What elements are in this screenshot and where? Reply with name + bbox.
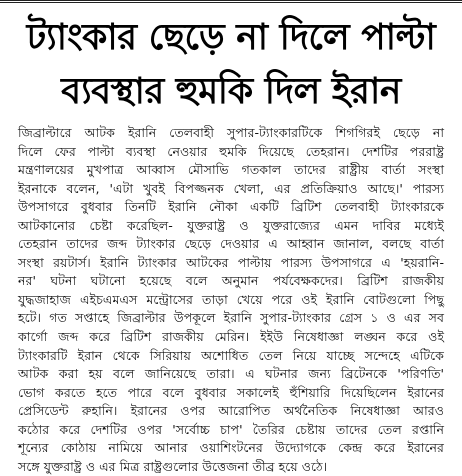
article-line: প্রেসিডেন্ট রুহানি। ইরানের ওপর আরোপিত অর্থনৈতিক নিষেধাজ্ঞা আরও — [18, 403, 444, 419]
article-line: উপসাগরে বুধবার তিনটি ইরানি নৌকা একটি ব্রিটিশ তেলবাহী ট্যাংকারকে — [18, 199, 444, 215]
article-line: হটে। গত সপ্তাহে জিব্রাল্টার উপকূলে ইরানি সুপার-ট্যাংকার গ্রেস ১ ও এর সব — [18, 310, 444, 326]
article-line: তেহরান তাদের জব্দ ট্যাংকার ছেড়ে দেওয়ার এ আহ্বান জানাল, বলছে বার্তা — [18, 236, 444, 252]
article-line: ইরনাকে বলেন, 'এটা খুবই বিপজ্জনক খেলা, এর প্রতিক্রিয়াও আছে।' পারস্য — [18, 180, 444, 196]
article-line: শূন্যের কোঠায় নামিয়ে আনার ওয়াশিংটনের উদ্যোগকে কেন্দ্র করে ইরানের — [18, 440, 444, 456]
article-line: কার্গো জব্দ করে ব্রিটিশ রাজকীয় মেরিন। ইইউ নিষেধাজ্ঞা লঙ্ঘন করে ওই — [18, 329, 444, 345]
article-line: ট্যাংকারটি ইরান থেকে সিরিয়ায় অশোধিত তেল নিয়ে যাচ্ছে সন্দেহে এটিকে — [18, 347, 444, 363]
article-line: নর' ঘটনা ঘটানো হয়েছে বলে অনুমান পর্যবেক্ষকদের। ব্রিটিশ রাজকীয় — [18, 273, 444, 289]
article-line: জিব্রাল্টারে আটক ইরানি তেলবাহী সুপার-ট্যাংকারটিকে শিগগিরই ছেড়ে না — [18, 125, 444, 140]
article-line: কঠোর করে দেশটির ওপর 'সর্বোচ্চ চাপ' তৈরির চেষ্টায় তাদের তেল রপ্তানি — [18, 421, 444, 437]
headline-line-2: ব্যবস্থার হুমকি দিল ইরান — [61, 71, 401, 112]
article-line: দিলে ফের পাল্টা ব্যবস্থা নেওয়ার হুমকি দিয়েছে তেহরান। দেশটির পররাষ্ট্র — [18, 143, 444, 159]
article-line: সংস্থা রয়টার্স। ইরানি ট্যাংকার আটকের পাল্টায় পারস্য উপসাগরে এ 'হয়রানি- — [18, 254, 444, 270]
headline-line-1: ট্যাংকার ছেড়ে না দিলে পাল্টা — [26, 17, 436, 58]
top-border-rule — [0, 0, 462, 3]
article-line: ভোগ করতে হতে পারে বলে বুধবার সকালেই হুঁশিয়ারি দিয়েছিলেন ইরানের — [18, 384, 444, 400]
article-line: আটকানোর চেষ্টা করেছিল- যুক্তরাষ্ট্র ও যুক্তরাজ্যের এমন দাবির মধ্যেই — [18, 217, 444, 233]
article-line: মন্ত্রণালয়ের মুখপাত্র আব্বাস মৌসাভি গতকাল তাদের রাষ্ট্রীয় বার্তা সংস্থা — [18, 162, 444, 178]
article-line: সঙ্গে যুক্তরাষ্ট্র ও এর মিত্র রাষ্ট্রগুলোর উত্তেজনা তীব্র হয়ে ওঠে। — [18, 458, 328, 474]
article-line: যুদ্ধজাহাজ এইচএমএস মন্ট্রোসের তাড়া খেয়ে পরে ওই ইরানি বোটগুলো পিছু — [18, 291, 444, 307]
article-body — [18, 124, 444, 476]
article-line: আটক করা হয় বলে জানিয়েছে তারা। এ ঘটনার জন্য ব্রিটেনকে 'পরিণতি' — [18, 366, 444, 382]
